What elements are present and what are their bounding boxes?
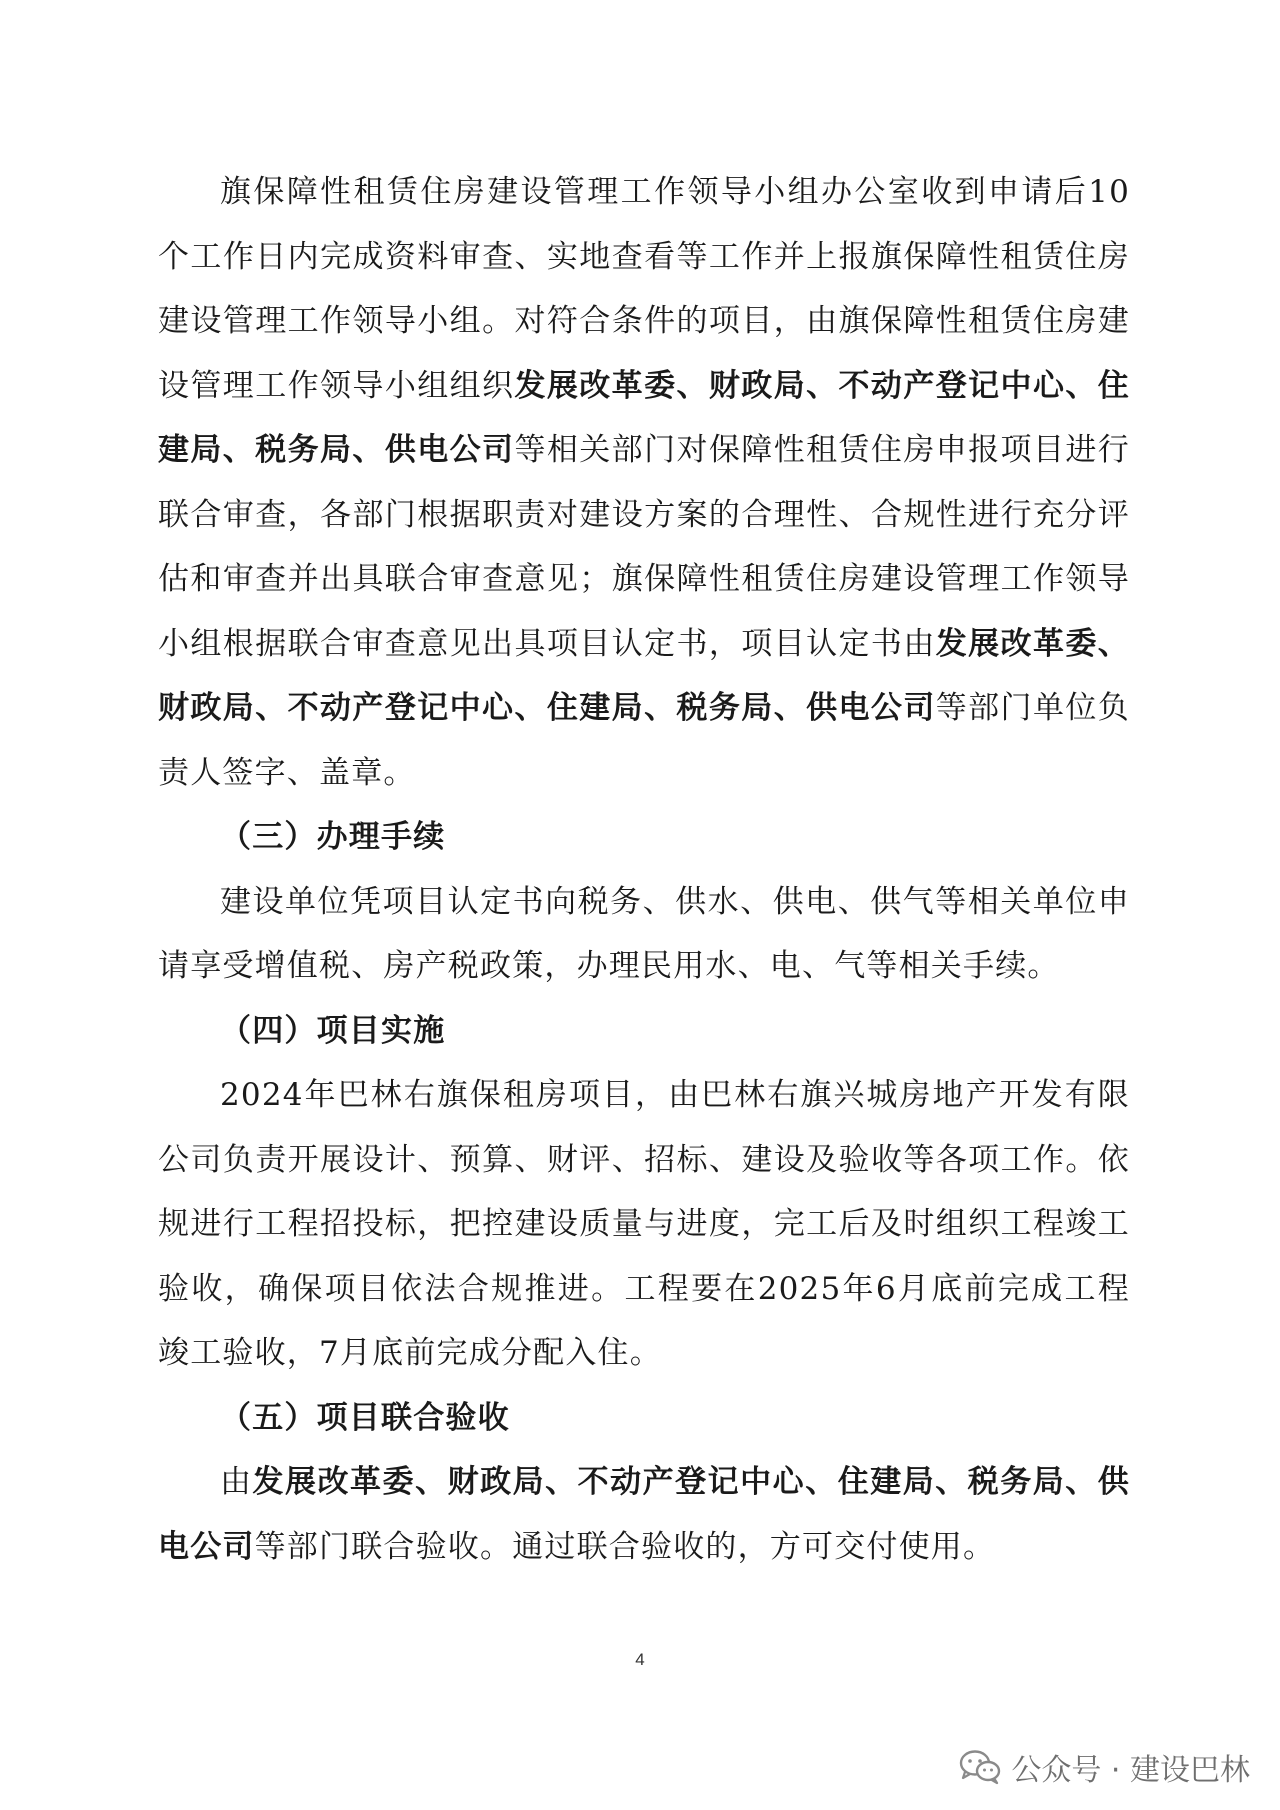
section-heading-joint-acceptance: （五）项目联合验收 (220, 1399, 510, 1436)
department-list-bold: 发展改革委、财政局、不动产登记中心、住建局、税务局、供电公司 (158, 367, 1130, 468)
section-heading-procedures: （三）办理手续 (220, 819, 446, 855)
wechat-icon (959, 1749, 1001, 1785)
department-list-bold: 发展改革委、财政局、不动产登记中心、住建局、税务局、供电公司 (158, 1464, 1130, 1565)
watermark-text: 公众号 · 建设巴林 (1011, 1753, 1250, 1788)
section-heading-implementation: （四）项目实施 (220, 1012, 446, 1049)
paragraph-text: 等相关部门对保障性租赁住房申报项目进行联合审查，各部门根据职责对建设方案的合理性、合规性进行充分评估和审查并出具联合审查意见；旗保障性租赁住房建设管理工作领导小组根据联合审查意见出具项目认定书，项目认定书由 (158, 432, 1130, 662)
paragraph-procedures: 建设单位凭项目认定书向税务、供水、供电、供气等相关单位申请享受增值税、房产税政策，办理民用水、电、气等相关手续。 (158, 883, 1130, 984)
paragraph-joint-acceptance (158, 1450, 1130, 1579)
paragraph-joint-review (158, 160, 1130, 805)
paragraph-text: 等部门单位负责人签字、盖章。 (158, 690, 1130, 791)
page-number: 4 (635, 1650, 645, 1669)
document-body (158, 160, 1130, 1579)
paragraph-text: 由 (220, 1464, 253, 1500)
paragraph-text: 旗保障性租赁住房建设管理工作领导小组办公室收到申请后10个工作日内完成资料审查、实地查看等工作并上报旗保障性租赁住房建设管理工作领导小组。对符合条件的项目，由旗保障性租赁住房建设管理工作领导小组组织 (158, 174, 1130, 404)
paragraph-text: 等部门联合验收。通过联合验收的，方可交付使用。 (254, 1528, 996, 1565)
paragraph-implementation: 2024年巴林右旗保租房项目，由巴林右旗兴城房地产开发有限公司负责开展设计、预算、财评、招标、建设及验收等各项工作。依规进行工程招投标，把控建设质量与进度，完工后及时组织工程竣工验收，确保项目依法合规推进。工程要在2025年6月底前完成工程竣工验收，7月底前完成分配入住。 (158, 1077, 1130, 1371)
department-list-bold: 发展改革委、财政局、不动产登记中心、住建局、税务局、供电公司 (158, 625, 1130, 726)
wechat-watermark (959, 1745, 1250, 1789)
